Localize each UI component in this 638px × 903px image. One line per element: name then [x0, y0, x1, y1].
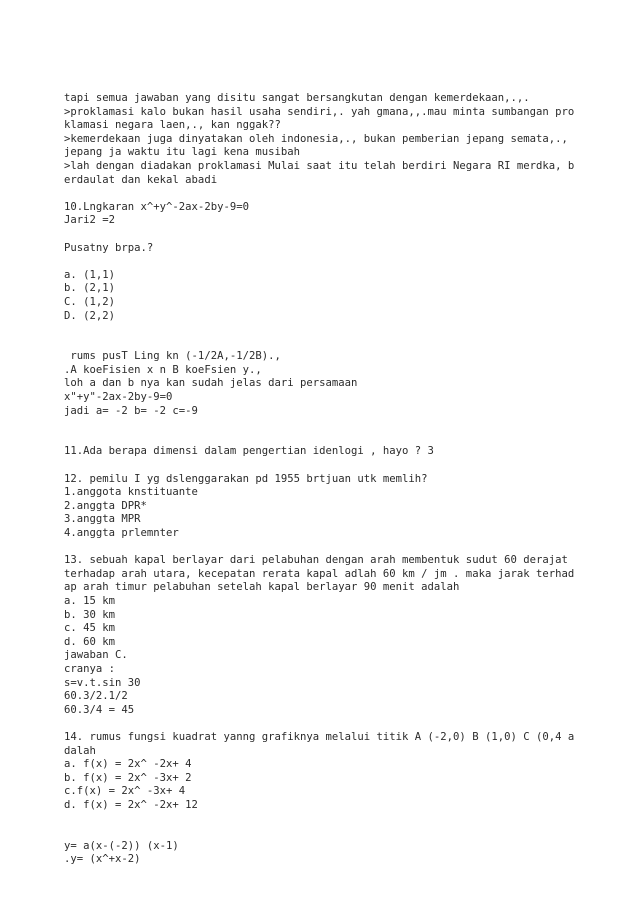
text-line: b. f(x) = 2x^ -3x+ 2: [64, 771, 192, 784]
text-line: 14. rumus fungsi kuadrat yanng grafiknya melalui titik A (-2,0) B (1,0) C (0,4 a: [64, 730, 575, 743]
text-line: s=v.t.sin 30: [64, 676, 141, 689]
text-line: D. (2,2): [64, 309, 116, 322]
text-line: [64, 337, 604, 351]
text-line: 2.anggta DPR*: [64, 499, 147, 512]
paragraph-gap: [64, 418, 604, 432]
text-line: x"+y"-2ax-2by-9=0: [64, 391, 173, 404]
text-line: C. (1,2): [64, 295, 116, 308]
text-line: klamasi negara laen,., kan nggak??: [64, 119, 281, 132]
paragraph-gap: [64, 812, 604, 826]
paragraph-gap: [64, 323, 604, 337]
text-line: .y= (x^+x-2): [64, 853, 141, 866]
text-line: Jari2 =2: [64, 214, 116, 227]
text-line: b. 30 km: [64, 608, 116, 621]
text-line: y= a(x-(-2)) (x-1): [64, 839, 179, 852]
paragraph-gap: [64, 717, 604, 731]
text-line: b. (2,1): [64, 282, 116, 295]
text-line: Pusatny brpa.?: [64, 241, 154, 254]
text-line: [64, 826, 604, 840]
text-line: erdaulat dan kekal abadi: [64, 173, 218, 186]
text-line: tapi semua jawaban yang disitu sangat bersangkutan dengan kemerdekaan,.,.: [64, 92, 530, 104]
paragraph-gap: [64, 459, 604, 473]
text-line: 60.3/4 = 45: [64, 703, 135, 716]
text-line: >lah dengan diadakan proklamasi Mulai saat itu telah berdiri Negara RI merdka, b: [64, 159, 575, 172]
paragraph-gap: [64, 187, 604, 201]
text-line: jadi a= -2 b= -2 c=-9: [64, 404, 198, 417]
text-line: 11.Ada berapa dimensi dalam pengertian idenlogi , hayo ? 3: [64, 445, 434, 458]
text-line: .A koeFisien x n B koeFsien y.,: [64, 363, 262, 376]
text-line: 3.anggta MPR: [64, 513, 141, 526]
text-line: a. 15 km: [64, 594, 116, 607]
paragraph-gap: [64, 541, 604, 555]
text-line: a. f(x) = 2x^ -2x+ 4: [64, 758, 192, 771]
document-text: [64, 92, 604, 867]
text-line: jawaban C.: [64, 649, 128, 662]
text-line: c. 45 km: [64, 622, 116, 635]
text-line: ap arah timur pelabuhan setelah kapal berlayar 90 menit adalah: [64, 581, 460, 594]
text-line: jepang ja waktu itu lagi kena musibah: [64, 146, 300, 159]
text-line: 4.anggta prlemnter: [64, 527, 179, 539]
text-line: dalah: [64, 744, 96, 757]
paragraph-gap: [64, 228, 604, 242]
text-line: >kemerdekaan juga dinyatakan oleh indonesia,., bukan pemberian jepang semata,.,: [64, 132, 568, 145]
text-line: d. f(x) = 2x^ -2x+ 12: [64, 798, 198, 811]
text-line: c.f(x) = 2x^ -3x+ 4: [64, 785, 186, 798]
text-line: cranya :: [64, 662, 116, 675]
text-line: 12. pemilu I yg dslenggarakan pd 1955 brtjuan utk memlih?: [64, 472, 428, 485]
text-line: >proklamasi kalo bukan hasil usaha sendiri,. yah gmana,,.mau minta sumbangan pro: [64, 105, 575, 118]
text-line: loh a dan b nya kan sudah jelas dari persamaan: [64, 377, 358, 390]
text-line: 13. sebuah kapal berlayar dari pelabuhan dengan arah membentuk sudut 60 derajat: [64, 554, 568, 567]
paragraph-gap: [64, 255, 604, 269]
text-line: 10.Lngkaran x^+y^-2ax-2by-9=0: [64, 200, 249, 213]
text-line: 60.3/2.1/2: [64, 690, 128, 703]
text-line: terhadap arah utara, kecepatan rerata kapal adlah 60 km / jm . maka jarak terhad: [64, 567, 575, 580]
text-line: a. (1,1): [64, 268, 116, 281]
text-line: d. 60 km: [64, 635, 116, 648]
text-line: 1.anggota knstituante: [64, 486, 198, 499]
text-line: rums pusT Ling kn (-1/2A,-1/2B).,: [64, 350, 281, 363]
text-line: [64, 432, 604, 446]
